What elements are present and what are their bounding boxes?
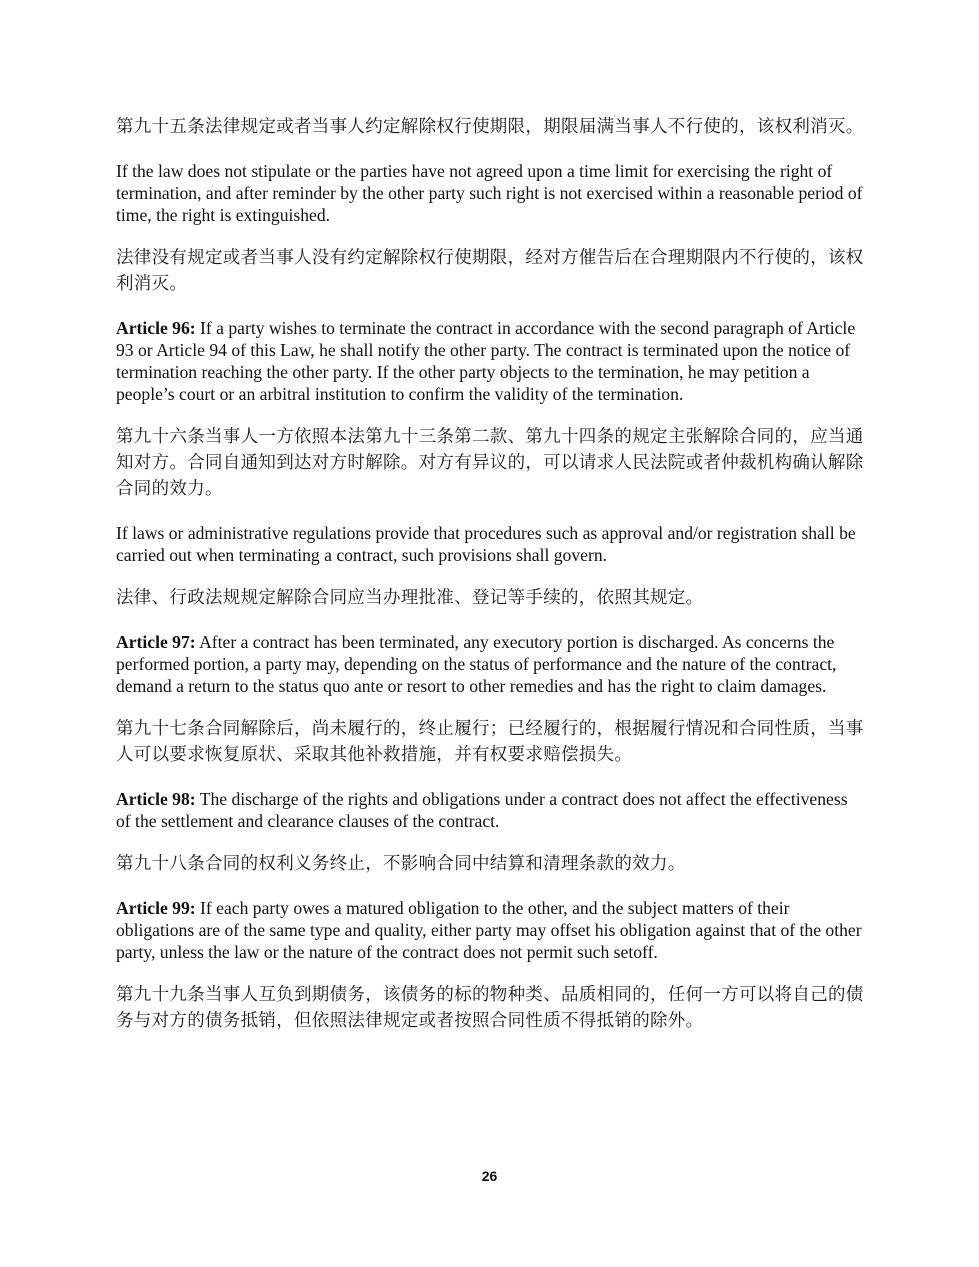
article-96-para2-en-paragraph <box>116 522 866 566</box>
paragraph-text: If laws or administrative regulations provide that procedures such as approval and/or registration shall be carried out when terminating a contract, such provisions shall govern. <box>116 523 856 565</box>
article-99-zh-paragraph: 第九十九条当事人互负到期债务，该债务的标的物种类、品质相同的，任何一方可以将自己的债务与对方的债务抵销，但依照法律规定或者按照合同性质不得抵销的除外。 <box>116 985 864 1031</box>
article-97-zh-paragraph: 第九十七条合同解除后，尚未履行的，终止履行；已经履行的，根据履行情况和合同性质，当事人可以要求恢复原状、采取其他补救措施，并有权要求赔偿损失。 <box>116 719 864 765</box>
article-label: Article 99: <box>116 898 196 918</box>
article-98-zh-paragraph: 第九十八条合同的权利义务终止，不影响合同中结算和清理条款的效力。 <box>116 854 686 874</box>
article-96-para2-zh-paragraph: 法律、行政法规规定解除合同应当办理批准、登记等手续的，依照其规定。 <box>116 588 704 608</box>
paragraph-text: If a party wishes to terminate the contract in accordance with the second paragraph of Article 93 or Article 94 of this Law, he shall notify the other party. The contract is terminated upon the notice of termination reaching the other party. If the other party objects to the termination, he may petition a people’s court or an arbitral institution to confirm the validity of the termination. <box>116 318 856 404</box>
document-body <box>116 114 866 1034</box>
article-95-zh-paragraph: 第九十五条法律规定或者当事人约定解除权行使期限，期限届满当事人不行使的，该权利消灭。 <box>116 117 864 137</box>
article-95-para2-zh-paragraph: 法律没有规定或者当事人没有约定解除权行使期限，经对方催告后在合理期限内不行使的，该权利消灭。 <box>116 248 864 294</box>
article-label: Article 96: <box>116 318 196 338</box>
article-label: Article 98: <box>116 789 196 809</box>
article-99-en-paragraph <box>116 897 866 963</box>
article-95-en-paragraph <box>116 160 866 226</box>
paragraph-text: If the law does not stipulate or the parties have not agreed upon a time limit for exercising the right of termination, and after reminder by the other party such right is not exercised within a reasonable period of time, the right is extinguished. <box>116 161 863 225</box>
page-number: 26 <box>481 1168 498 1184</box>
paragraph-text: After a contract has been terminated, any executory portion is discharged. As concerns the performed portion, a party may, depending on the status of performance and the nature of the contract, demand a return to the status quo ante or resort to other remedies and has the right to claim damages. <box>116 632 837 696</box>
article-98-en-paragraph <box>116 788 866 832</box>
article-96-zh-paragraph: 第九十六条当事人一方依照本法第九十三条第二款、第九十四条的规定主张解除合同的，应当通知对方。合同自通知到达对方时解除。对方有异议的，可以请求人民法院或者仲裁机构确认解除合同的效力。 <box>116 427 864 499</box>
article-96-en-paragraph <box>116 317 866 405</box>
paragraph-text: If each party owes a matured obligation to the other, and the subject matters of their obligations are of the same type and quality, either party may offset his obligation against that of the other party, unless the law or the nature of the contract does not permit such setoff. <box>116 898 862 962</box>
article-label: Article 97: <box>116 632 196 652</box>
paragraph-text: The discharge of the rights and obligations under a contract does not affect the effectiveness of the settlement and clearance clauses of the contract. <box>116 789 848 831</box>
article-97-en-paragraph <box>116 631 866 697</box>
